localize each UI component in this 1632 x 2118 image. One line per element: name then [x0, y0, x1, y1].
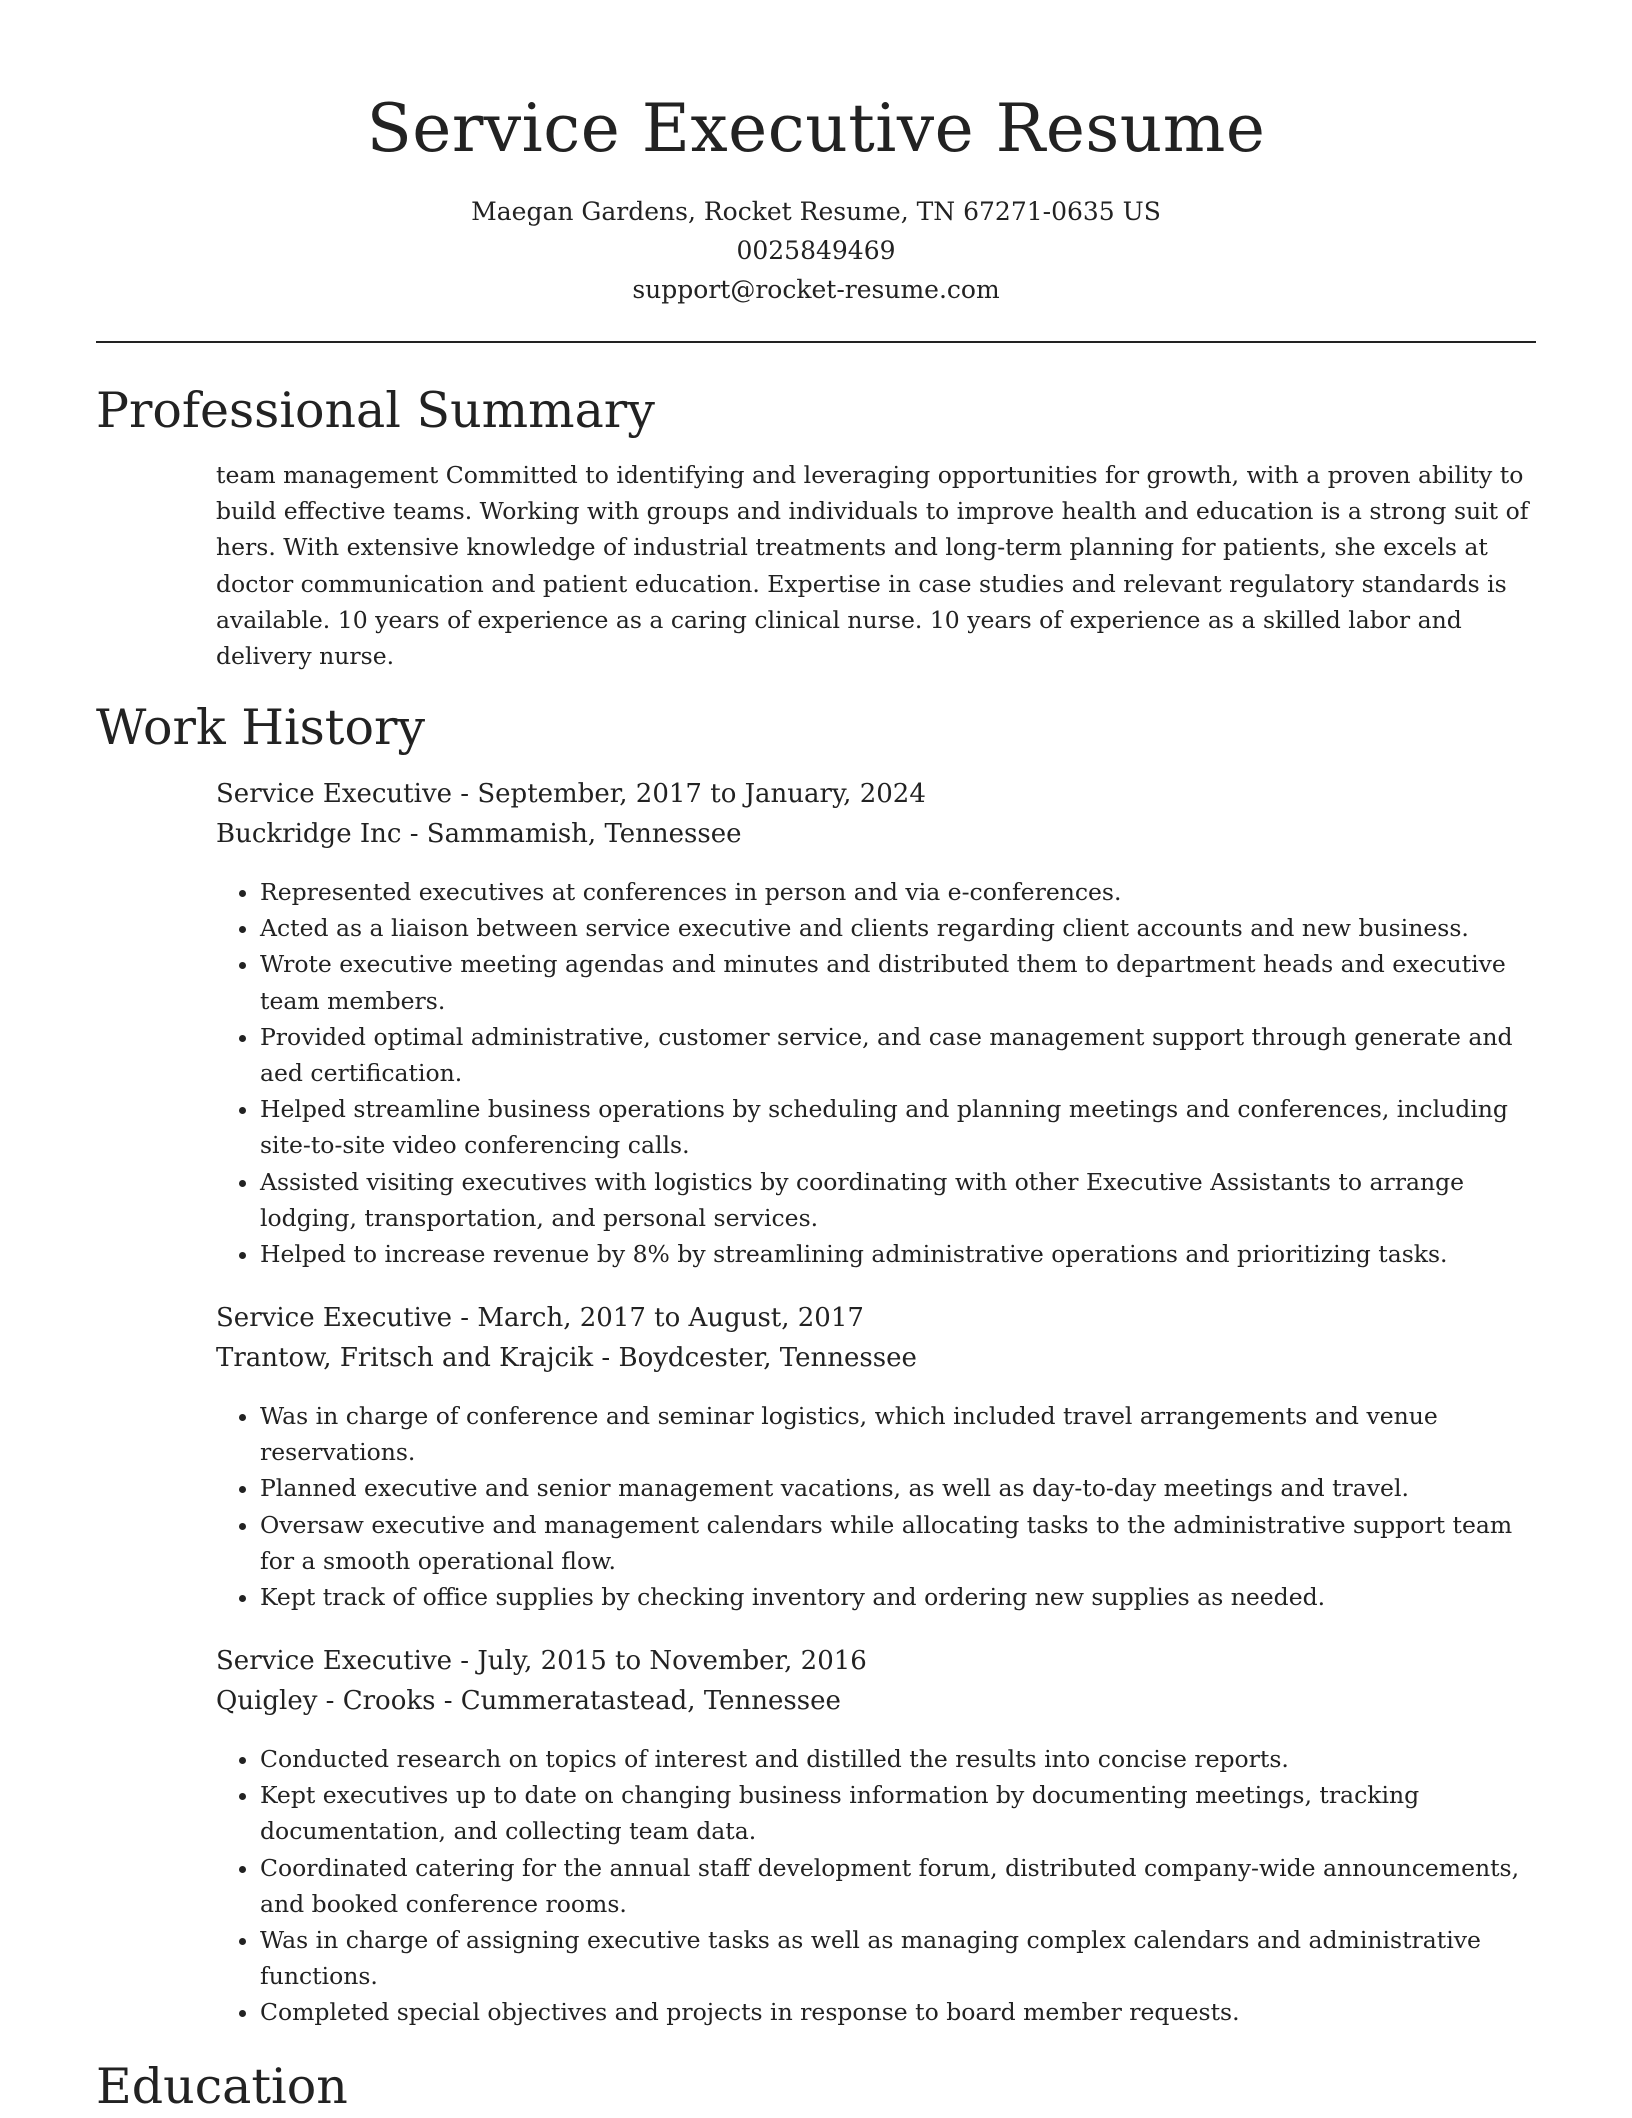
job-title-line — [216, 1641, 1538, 1681]
job-title: Service Executive — [216, 1303, 453, 1333]
list-item: • Was in charge of conference and seminar logistics, which included travel arrangements and venue reservations. — [260, 1398, 1538, 1470]
list-item: • Conducted research on topics of interest and distilled the results into concise reports. — [260, 1741, 1538, 1777]
job-company: Trantow, Fritsch and Krajcik — [216, 1343, 594, 1373]
job-company: Quigley - Crooks — [216, 1686, 436, 1716]
job-bullet-list — [216, 1398, 1538, 1615]
job-title: Service Executive — [216, 1646, 453, 1676]
job-bullets-block — [216, 1398, 1538, 1615]
job-title: Service Executive — [216, 779, 453, 809]
job-location: - Cummeratastead, Tennessee — [435, 1686, 841, 1716]
list-item: • Oversaw executive and management calendars while allocating tasks to the administrative support team for a smooth operational flow. — [260, 1507, 1538, 1579]
job-bullet-list — [216, 1741, 1538, 2031]
job-entry — [216, 1641, 1538, 1721]
job-company-line — [216, 814, 1538, 854]
job-entry — [216, 774, 1538, 854]
section-title-education: Education — [96, 2058, 348, 2115]
job-title-line — [216, 1298, 1538, 1338]
job-entry — [216, 1298, 1538, 1378]
job-bullets-block — [216, 1741, 1538, 2031]
list-item: • Completed special objectives and projects in response to board member requests. — [260, 1994, 1538, 2030]
contact-address: Maegan Gardens, Rocket Resume, TN 67271-0635 US — [471, 197, 1161, 226]
summary-text: team management Committed to identifying and leveraging opportunities for growth, with a proven ability to build effective teams. Working with groups and individuals to improve health and education is a strong suit of hers. With extensive knowledge of industrial treatments and long-term planning for patients, she excels at doctor communication and patient education. Expertise in case studies and relevant regulatory standards is available. 10 years of experience as a caring clinical nurse. 10 years of experience as a skilled labor and delivery nurse. — [216, 461, 1529, 671]
list-item: • Helped to increase revenue by 8% by streamlining administrative operations and prioritizing tasks. — [260, 1236, 1538, 1272]
list-item: • Kept executives up to date on changing business information by documenting meetings, tracking documentation, and collecting team data. — [260, 1777, 1538, 1849]
section-title-summary: Professional Summary — [96, 382, 655, 439]
list-item: • Was in charge of assigning executive tasks as well as managing complex calendars and administrative functions. — [260, 1922, 1538, 1994]
job-company: Buckridge Inc — [216, 819, 402, 849]
job-dates: - July, 2015 to November, 2016 — [452, 1646, 867, 1676]
section-title-work-history: Work History — [96, 699, 426, 756]
list-item: • Represented executives at conferences in person and via e-conferences. — [260, 874, 1538, 910]
list-item: • Provided optimal administrative, customer service, and case management support through generate and aed certification. — [260, 1019, 1538, 1091]
job-company-line — [216, 1681, 1538, 1721]
job-bullet-list — [216, 874, 1538, 1272]
job-location: - Boydcester, Tennessee — [593, 1343, 917, 1373]
list-item: • Assisted visiting executives with logistics by coordinating with other Executive Assistants to arrange lodging, transportation, and personal services. — [260, 1164, 1538, 1236]
contact-email: support@rocket-resume.com — [632, 275, 1000, 304]
list-item: • Wrote executive meeting agendas and minutes and distributed them to department heads and executive team members. — [260, 946, 1538, 1018]
list-item: • Coordinated catering for the annual staff development forum, distributed company-wide announcements, and booked conference rooms. — [260, 1850, 1538, 1922]
job-dates: - September, 2017 to January, 2024 — [452, 779, 926, 809]
job-dates: - March, 2017 to August, 2017 — [452, 1303, 864, 1333]
job-location: - Sammamish, Tennessee — [401, 819, 742, 849]
contact-block — [96, 192, 1536, 309]
list-item: • Acted as a liaison between service executive and clients regarding client accounts and new business. — [260, 910, 1538, 946]
list-item: • Kept track of office supplies by checking inventory and ordering new supplies as needed. — [260, 1579, 1538, 1615]
job-title-line — [216, 774, 1538, 814]
job-bullets-block — [216, 874, 1538, 1272]
header-divider — [96, 341, 1536, 343]
list-item: • Planned executive and senior management vacations, as well as day-to-day meetings and travel. — [260, 1470, 1538, 1506]
contact-phone: 0025849469 — [736, 236, 896, 265]
job-company-line — [216, 1338, 1538, 1378]
list-item: • Helped streamline business operations by scheduling and planning meetings and conferences, including site-to-site video conferencing calls. — [260, 1091, 1538, 1163]
resume-title: Service Executive Resume — [366, 90, 1266, 167]
